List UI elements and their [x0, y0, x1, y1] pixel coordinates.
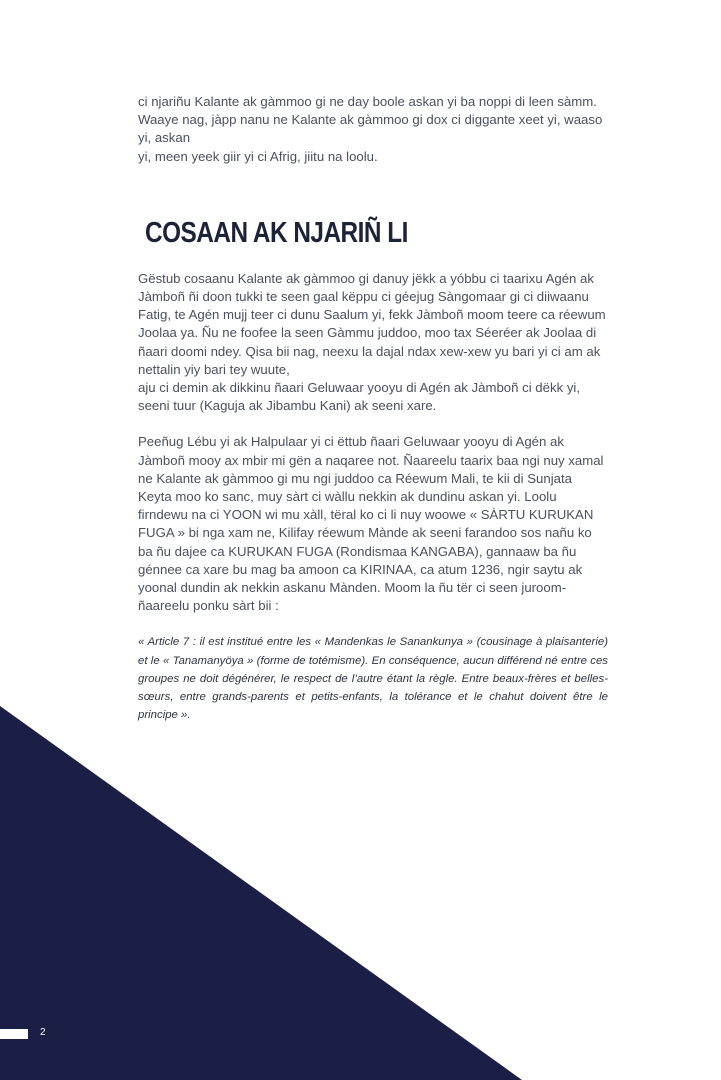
section-heading: COSAAN AK NJARIÑ LI — [145, 216, 408, 249]
intro-line: Waaye nag, jàpp nanu ne Kalante ak gàmmoo gi dox ci diggante xeet yi, waaso yi, askan — [138, 112, 603, 146]
intro-line: ci njariñu Kalante ak gàmmoo gi ne day boole askan yi ba noppi di leen sàmm. — [138, 94, 597, 109]
page-content — [138, 93, 608, 724]
paragraph-text: Gëstub cosaanu Kalante ak gàmmoo gi danuy jëkk a yóbbu ci taarixu Agén ak Jàmboñ ñi doon tukki te seen gaal këppu ci géejug Sàngomaar gi ci diiwaanu Fatig, te Agén mujj teer ci dunu Saalum yi, fekk Jàmboñ moom teere ca réewum Joolaa ya. Ñu ne foofee la seen Gàmmu juddoo, moo tax Séeréer ak Joolaa di ñaari doomi ndey. Qisa bii nag, neexu la dajal ndax xew-xew yu bari yi ci am ak nettalin yiy bari tey wuute, — [138, 270, 606, 377]
paragraph-text: aju ci demin ak dikkinu ñaari Geluwaar yooyu di Agén ak Jàmboñ ci dëkk yi, seeni tuur (Kaguja ak Jibambu Kani) ak seeni xare. — [138, 380, 581, 414]
paragraph-kurukan-fuga: Peeñug Lébu yi ak Halpulaar yi ci ëttub ñaari Geluwaar yooyu di Agén ak Jàmboñ mooy ax mbir mi gën a naqaree not. Ñaareelu taarix baa ngi nuy xamal ne Kalante ak gàmmoo gi mu ngi juddoo ca Réewum Mali, te kii di Sunjata Keyta moo ko sanc, muy sàrt ci wàllu nekkin ak dundinu askan yi. Loolu firndewu na ci YOON wi mu xàll, tëral ko ci li nuy woowe « SÀRTU KURUKAN FUGA » bi nga xam ne, Kilifay réewum Mànde ak seeni farandoo sos nañu ko ba ñu dajee ca KURUKAN FUGA (Rondismaa KANGABA), gannaaw ba ñu génnee ca xare bu mag ba amoon ca KIRINAA, ca atum 1236, ngir saytu ak yoonal dundin ak nekkin askanu Mànden. Moom la ñu tër ci seen juroom-ñaareelu ponku sàrt bii : — [138, 434, 604, 614]
intro-line: yi, meen yeek giir yi ci Afrig, jiitu na loolu. — [138, 148, 378, 164]
footer-bar — [0, 1029, 28, 1039]
article-quote: « Article 7 : il est institué entre les « Mandenkas le Sanankunya » (cousinage à plaisanterie) et le « Tanamanyöya » (forme de totémisme). En conséquence, aucun différend né entre ces groupes ne doit dégénérer, le respect de l’autre étant la règle. Entre beaux-frères et belles-sœurs, entre grands-parents et petits-enfants, la tolérance et le chahut doivent être le principe ». — [138, 636, 608, 722]
intro-text — [138, 93, 608, 166]
paragraph-origins — [138, 270, 608, 416]
page-number: 2 — [40, 1027, 46, 1038]
